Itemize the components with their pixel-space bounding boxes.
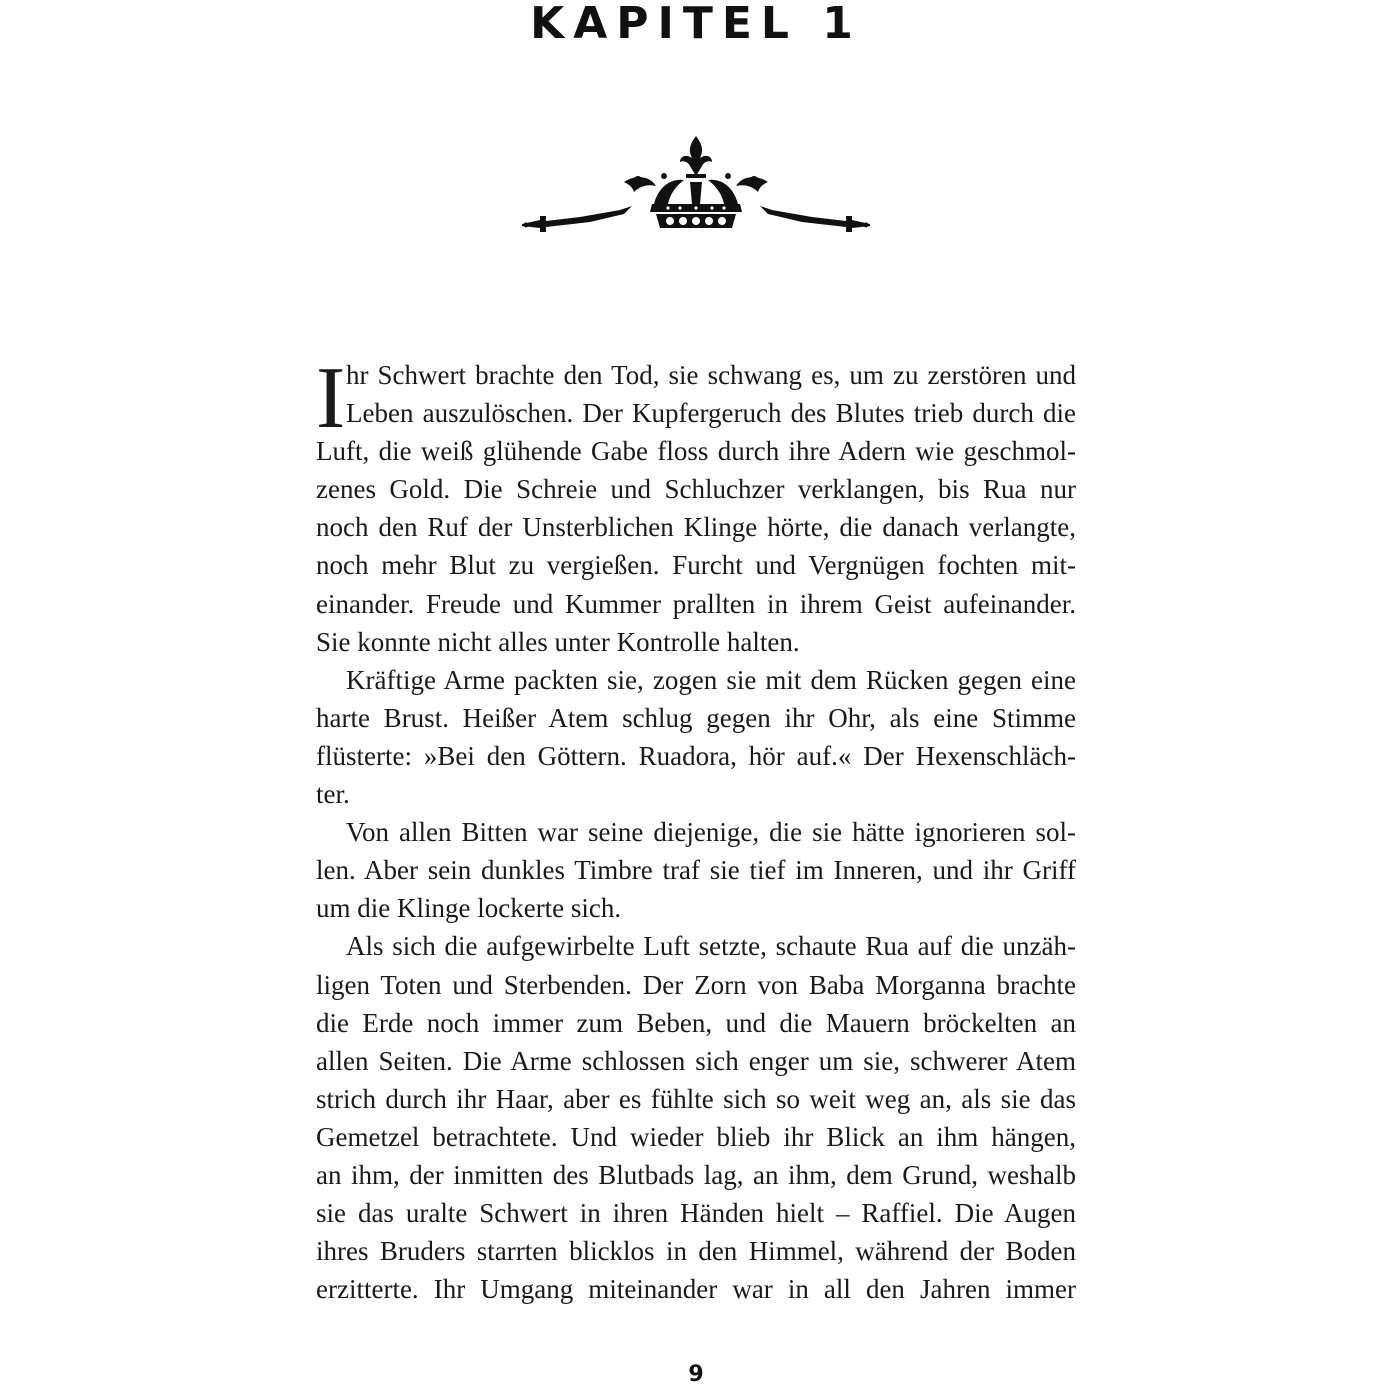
page-number: 9 <box>688 1362 704 1387</box>
text-line: ihres Bruders starrten blicklos in den Himmel, während der Boden <box>316 1236 1076 1267</box>
text-line: Leben auszulöschen. Der Kupfergeruch des Blutes trieb durch die <box>346 398 1076 429</box>
text-line: Luft, die weiß glühende Gabe floss durch ihre Adern wie geschmol- <box>316 436 1076 467</box>
text-line: an ihm, der inmitten des Blutbads lag, an ihm, dem Grund, weshalb <box>316 1159 1076 1190</box>
text-line: len. Aber sein dunkles Timbre traf sie tief im Inneren, und ihr Griff <box>316 855 1076 886</box>
text-line: die Erde noch immer zum Beben, und die Mauern bröckelten an <box>316 1007 1076 1038</box>
text-line: sie das uralte Schwert in ihren Händen hielt – Raffiel. Die Augen <box>316 1198 1076 1229</box>
text-line: einander. Freude und Kummer prallten in ihrem Geist aufeinander. <box>316 588 1076 619</box>
text-line: Als sich die aufgewirbelte Luft setzte, schaute Rua auf die unzäh- <box>346 931 1076 962</box>
text-line: strich durch ihr Haar, aber es fühlte sich so weit weg an, als sie das <box>316 1083 1076 1114</box>
drop-cap: I <box>316 350 346 447</box>
text-line: ter. <box>316 779 350 810</box>
text-line: harte Brust. Heißer Atem schlug gegen ihr Ohr, als eine Stimme <box>316 702 1076 733</box>
text-line: noch den Ruf der Unsterblichen Klinge hörte, die danach verlangte, <box>316 512 1076 543</box>
chapter-title: KAPITEL 1 <box>530 0 862 49</box>
text-line: Sie konnte nicht alles unter Kontrolle halten. <box>316 626 800 657</box>
crown-with-swords-icon <box>520 132 872 242</box>
text-line: Von allen Bitten war seine diejenige, die sie hätte ignorieren sol- <box>346 817 1076 848</box>
text-line: ligen Toten und Sterbenden. Der Zorn von Baba Morganna brachte <box>316 969 1076 1000</box>
text-line: erzitterte. Ihr Umgang miteinander war in all den Jahren immer <box>316 1274 1076 1305</box>
text-line: flüsterte: »Bei den Göttern. Ruadora, hör auf.« Der Hexenschläch- <box>316 740 1076 771</box>
text-line: um die Klinge lockerte sich. <box>316 893 622 924</box>
text-line: Kräftige Arme packten sie, zogen sie mit dem Rücken gegen eine <box>346 664 1076 695</box>
text-line: zenes Gold. Die Schreie und Schluchzer verklangen, bis Rua nur <box>316 474 1076 505</box>
chapter-text <box>316 350 1076 1308</box>
text-line: hr Schwert brachte den Tod, sie schwang es, um zu zerstören und <box>346 360 1076 390</box>
text-line: allen Seiten. Die Arme schlossen sich enger um sie, schwerer Atem <box>316 1045 1076 1076</box>
text-line: Gemetzel betrachtete. Und wieder blieb ihr Blick an ihm hängen, <box>316 1121 1076 1152</box>
text-line: noch mehr Blut zu vergießen. Furcht und Vergnügen fochten mit- <box>316 550 1076 581</box>
